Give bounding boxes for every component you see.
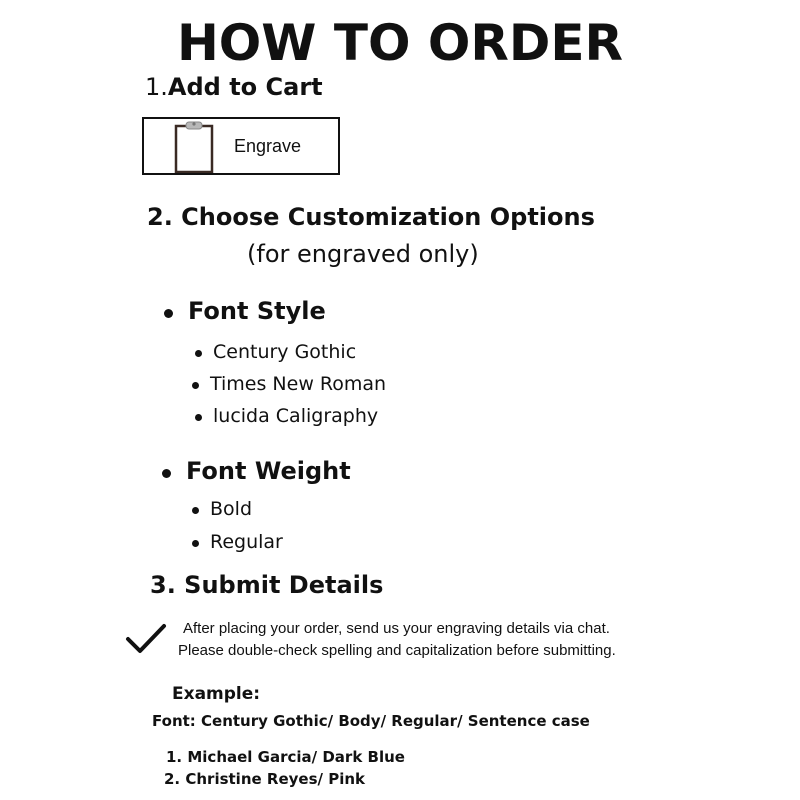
checkmark-icon bbox=[124, 622, 168, 656]
font-style-option: Times New Roman bbox=[210, 373, 387, 395]
example-item: 1. Michael Garcia/ Dark Blue bbox=[166, 748, 405, 766]
example-item: 2. Christine Reyes/ Pink bbox=[164, 770, 365, 788]
page-title: HOW TO ORDER bbox=[176, 14, 624, 72]
font-style-heading: Font Style bbox=[188, 297, 326, 325]
font-weight-heading: Font Weight bbox=[186, 457, 351, 485]
step1-label: Add to Cart bbox=[167, 73, 323, 101]
font-style-option: lucida Caligraphy bbox=[213, 405, 379, 427]
step2-heading: 2. Choose Customization Options bbox=[147, 203, 595, 231]
clipboard-icon bbox=[174, 121, 214, 173]
step2-subheading: (for engraved only) bbox=[247, 240, 479, 268]
submit-note-line2: Please double-check spelling and capitalization before submitting. bbox=[178, 642, 616, 659]
step1-heading bbox=[145, 73, 323, 101]
step3-heading: 3. Submit Details bbox=[150, 571, 384, 599]
submit-note-line1: After placing your order, send us your engraving details via chat. bbox=[183, 620, 610, 637]
engrave-button[interactable] bbox=[142, 117, 340, 175]
font-weight-option: Regular bbox=[210, 531, 283, 553]
engrave-button-label: Engrave bbox=[234, 136, 302, 156]
step1-number: 1. bbox=[145, 73, 168, 101]
font-style-option: Century Gothic bbox=[213, 341, 357, 363]
font-weight-option: Bold bbox=[210, 498, 252, 520]
example-font-line: Font: Century Gothic/ Body/ Regular/ Sentence case bbox=[152, 712, 590, 730]
example-label: Example: bbox=[172, 684, 261, 704]
